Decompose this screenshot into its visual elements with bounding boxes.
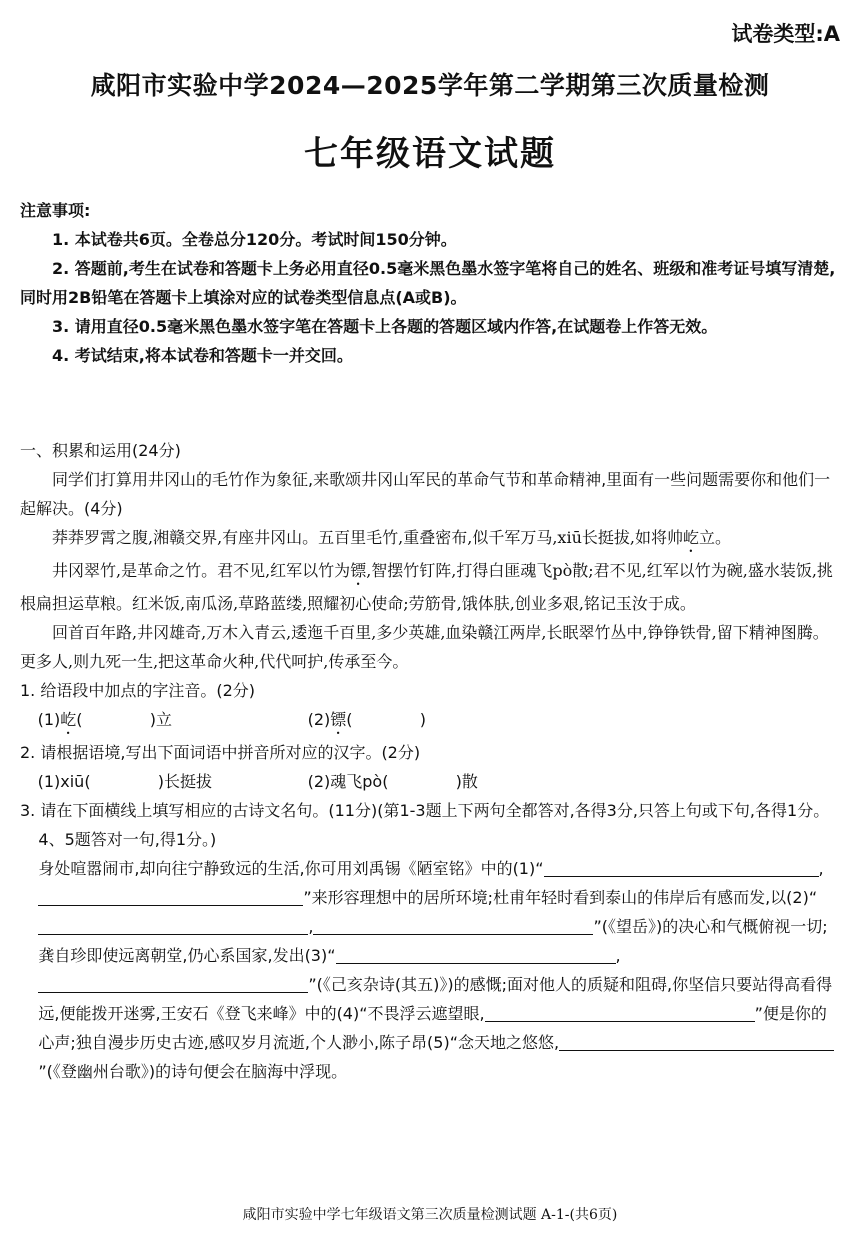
page-footer: 咸阳市实验中学七年级语文第三次质量检测试题 A-1-(共6页) <box>242 1207 618 1223</box>
question-2-stem: 2. 请根据语境,写出下面词语中拼音所对应的汉字。(2分) <box>20 743 421 762</box>
question-1-stem: 1. 给语段中加点的字注音。(2分) <box>20 681 256 700</box>
section-intro: 同学们打算用井冈山的毛竹作为象征,来歌颂井冈山军民的革命气节和革命精神,里面有一些问题需要你和他们一起解决。(4分) <box>20 470 831 518</box>
answer-blank[interactable] <box>38 916 308 935</box>
answer-blank[interactable] <box>313 916 593 935</box>
q1-option-1[interactable]: (1)屹( )立 <box>37 710 172 729</box>
answer-blank[interactable] <box>38 887 303 906</box>
q2-option-2[interactable]: (2)魂飞pò( )散 <box>307 772 478 791</box>
notice-item: 2. 答题前,考生在试卷和答题卡上务必用直径0.5毫米黑色墨水签字笔将自己的姓名、班级和准考证号填写清楚,同时用2B铅笔在答题卡上填涂对应的试卷类型信息点(A或B)。 <box>20 259 836 307</box>
question-3-stem: 3. 请在下面横线上填写相应的古诗文名句。(11分)(第1-3题上下两句全都答对,各得3分,只答上句或下句,各得1分。4、5题答对一句,得1分。) <box>20 801 830 849</box>
notice-item: 3. 请用直径0.5毫米黑色墨水签字笔在答题卡上各题的答题区域内作答,在试题卷上作答无效。 <box>52 317 718 336</box>
notice-item: 1. 本试卷共6页。全卷总分120分。考试时间150分钟。 <box>52 230 457 249</box>
q1-option-2[interactable]: (2)镖( ) <box>307 710 426 729</box>
paper-type-label: 试卷类型:A <box>731 22 840 46</box>
passage-paragraph: 回首百年路,井冈雄奇,万木入青云,逶迤千百里,多少英雄,血染赣江两岸,长眠翠竹丛中,铮铮铁骨,留下精神图腾。更多人,则九死一生,把这革命火种,代代呵护,传承至今。 <box>20 623 829 671</box>
answer-blank[interactable] <box>559 1032 834 1051</box>
notice-heading: 注意事项: <box>20 201 91 220</box>
question-2-options <box>20 767 842 796</box>
question-1-options <box>20 705 842 738</box>
answer-blank[interactable] <box>38 974 308 993</box>
q2-option-1[interactable]: (1)xiū( )长挺拔 <box>37 772 212 791</box>
section-1 <box>20 436 842 1086</box>
passage-paragraph: 井冈翠竹,是革命之竹。君不见,红军以竹为镖,智摆竹钉阵,打得白匪魂飞pò散;君不见,红军以竹为碗,盛水装饭,挑根扁担运草粮。红米饭,南瓜汤,草路蓝缕,照耀初心使命;劳筋骨,饿体肤,创业多艰,铭记玉汝于成。 <box>20 561 833 613</box>
answer-blank[interactable] <box>544 858 724 877</box>
exam-main-title: 咸阳市实验中学2024—2025学年第二学期第三次质量检测 <box>90 71 770 100</box>
passage-paragraph: 莽莽罗霄之腹,湘赣交界,有座井冈山。五百里毛竹,重叠密布,似千军万马,xiū长挺拔,如将帅屹立。 <box>52 528 731 547</box>
dotted-char: 镖 <box>350 561 367 580</box>
answer-blank[interactable] <box>485 1003 755 1022</box>
answer-blank[interactable] <box>724 858 819 877</box>
notice-block <box>20 196 842 370</box>
exam-subject-title: 七年级语文试题 <box>304 134 556 174</box>
question-3-body: 身处喧嚣闹市,却向往宁静致远的生活,你可用刘禹锡《陋室铭》中的(1)“ ,”来形容理想中的居所环境;杜甫年轻时看到泰山的伟岸后有感而发,以(2)“, ”(《望岳》)的决心和气概俯视一切;龚自珍即使远离朝堂,仍心系国家,发出(3)“ ,”(《己亥杂诗(其五)》)的感慨;面对他人的质疑和阻碍,你坚信只要站得高看得远,便能拨开迷雾,王安石《登飞来峰》中的(4)“不畏浮云遮望眼, ”便是你的心声;独自漫步历史古迹,感叹岁月流逝,个人渺小,陈子昂(5)“念天地之悠悠,”(《登幽州台歌》)的诗句便会在脑海中浮现。 <box>38 859 833 1081</box>
dotted-char: 屹 <box>682 528 699 547</box>
section-title: 一、积累和运用(24分) <box>20 441 181 460</box>
answer-blank[interactable] <box>336 945 456 964</box>
notice-item: 4. 考试结束,将本试卷和答题卡一并交回。 <box>52 346 353 365</box>
answer-blank[interactable] <box>456 945 616 964</box>
